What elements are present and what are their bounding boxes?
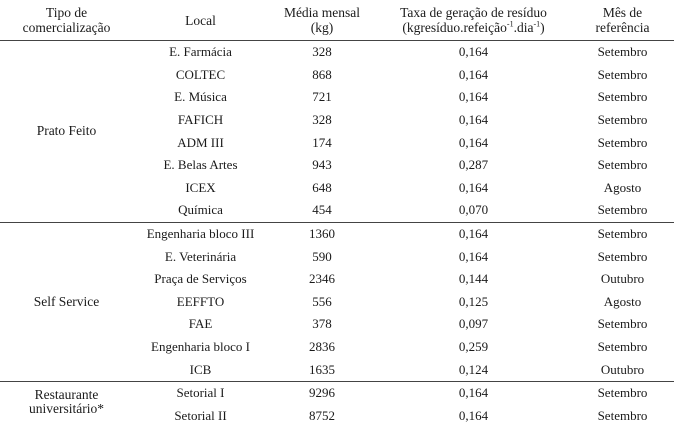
cell-mes: Setembro xyxy=(597,112,648,128)
cell-mes: Setembro xyxy=(571,199,674,222)
cell-mes: Outubro xyxy=(571,358,674,381)
table-row xyxy=(0,41,674,64)
cell-mes: Setembro xyxy=(597,44,648,60)
cell-local: E. Veterinária xyxy=(164,248,237,264)
cell-media: 648 xyxy=(312,179,332,195)
cell-media: 556 xyxy=(312,293,332,309)
header-row xyxy=(0,0,674,41)
cell-taxa: 0,125 xyxy=(458,293,489,309)
cell-media: 590 xyxy=(312,248,332,264)
cell-media: 378 xyxy=(312,316,332,332)
cell-local: ICB xyxy=(133,358,268,381)
cell-taxa: 0,164 xyxy=(458,112,489,128)
cell-taxa: 0,124 xyxy=(376,358,571,381)
header-local: Local xyxy=(185,12,216,28)
cell-media: 8752 xyxy=(309,407,335,423)
cell-mes: Setembro xyxy=(597,157,648,173)
cell-media: 868 xyxy=(312,66,332,82)
cell-taxa: 0,164 xyxy=(458,89,489,105)
table-row xyxy=(0,381,674,404)
cell-taxa: 0,164 xyxy=(458,179,489,195)
cell-local: Setorial I xyxy=(176,385,225,401)
cell-local: E. Música xyxy=(174,89,227,105)
cell-local: Praça de Serviços xyxy=(154,271,247,287)
cell-taxa: 0,097 xyxy=(458,316,489,332)
cell-media: 9296 xyxy=(309,385,335,401)
cell-local: ICEX xyxy=(185,179,216,195)
cell-mes: Setembro xyxy=(597,89,648,105)
cell-local: FAFICH xyxy=(177,112,224,128)
cell-media: 943 xyxy=(312,157,332,173)
cell-local: E. Belas Artes xyxy=(163,157,238,173)
cell-local: FAE xyxy=(188,316,213,332)
cell-mes: Agosto xyxy=(603,179,642,195)
cell-taxa: 0,287 xyxy=(458,157,489,173)
cell-taxa: 0,164 xyxy=(458,66,489,82)
cell-taxa: 0,144 xyxy=(458,271,489,287)
cell-media: 721 xyxy=(312,89,332,105)
cell-mes: Outubro xyxy=(600,271,645,287)
cell-mes: Setembro xyxy=(597,339,648,355)
header-tipo: Tipo de comercialização xyxy=(22,5,111,35)
cell-media: 1635 xyxy=(268,358,376,381)
cell-media: 2346 xyxy=(309,271,335,287)
cell-taxa: 0,070 xyxy=(376,199,571,222)
cell-local: Química xyxy=(133,199,268,222)
cell-media: 454 xyxy=(268,199,376,222)
cell-local: Engenharia bloco III xyxy=(146,226,255,242)
cell-mes: Setembro xyxy=(597,248,648,264)
header-taxa: Taxa de geração de resíduo (kgresíduo.refeição$^{-1}$.dia$^{-1}$) xyxy=(400,5,547,35)
header-mes: Mês de referência xyxy=(595,5,650,35)
cell-local: EEFFTO xyxy=(176,293,225,309)
cell-mes: Setembro xyxy=(597,66,648,82)
cell-mes: Agosto xyxy=(603,293,642,309)
cell-taxa: 0,259 xyxy=(458,339,489,355)
cell-mes: Setembro xyxy=(597,226,648,242)
cell-taxa: 0,164 xyxy=(458,134,489,150)
group-label: Self Service xyxy=(0,222,133,381)
cell-mes: Setembro xyxy=(597,316,648,332)
cell-media: 2836 xyxy=(309,339,335,355)
cell-taxa: 0,164 xyxy=(458,44,489,60)
group-label: Restaurante universitário* xyxy=(29,386,104,416)
cell-media: 328 xyxy=(312,112,332,128)
header-media: Média mensal (kg) xyxy=(283,5,361,35)
cell-media: 1360 xyxy=(309,226,335,242)
cell-local: E. Farmácia xyxy=(169,44,232,60)
cell-media: 174 xyxy=(312,134,332,150)
cell-local: ADM III xyxy=(177,134,224,150)
cell-taxa: 0,164 xyxy=(458,407,489,423)
cell-mes: Setembro xyxy=(597,134,648,150)
cell-local: COLTEC xyxy=(175,66,226,82)
cell-taxa: 0,164 xyxy=(458,248,489,264)
cell-taxa: 0,164 xyxy=(458,385,489,401)
cell-local: Setorial II xyxy=(174,407,227,423)
table-row xyxy=(0,222,674,245)
cell-taxa: 0,164 xyxy=(458,226,489,242)
cell-mes: Setembro xyxy=(597,407,648,423)
cell-mes: Setembro xyxy=(597,385,648,401)
cell-local: Engenharia bloco I xyxy=(151,339,250,355)
cell-media: 328 xyxy=(312,44,332,60)
group-label: Prato Feito xyxy=(0,41,133,223)
table-body xyxy=(0,41,674,427)
